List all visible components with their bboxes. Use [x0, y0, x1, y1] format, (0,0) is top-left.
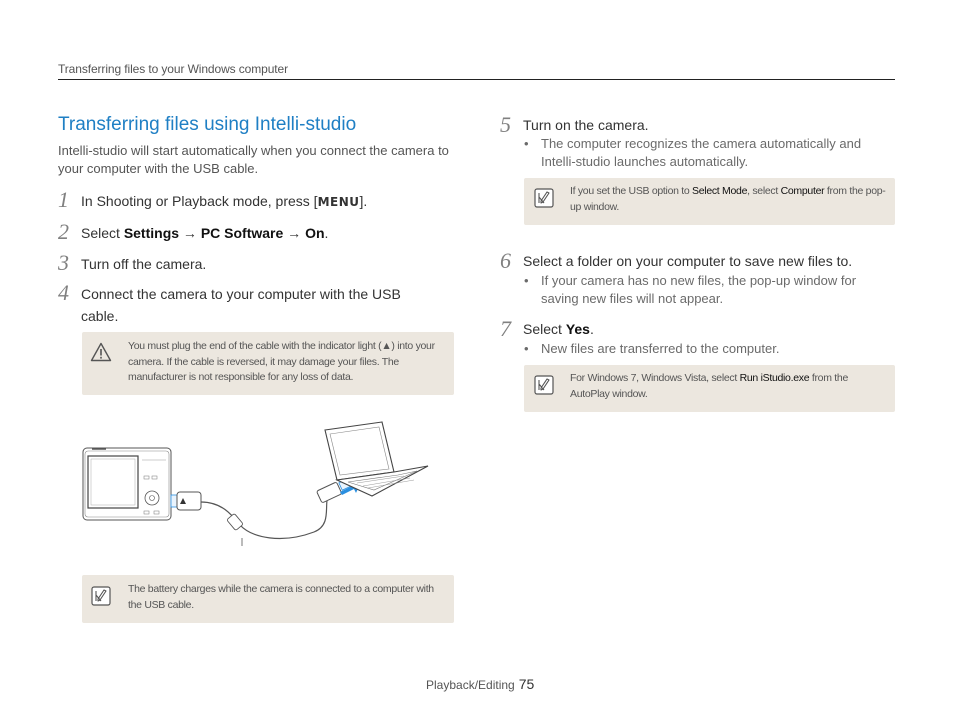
step-7: [500, 316, 594, 341]
step-text: Connect the camera to your computer with the USB cable.: [81, 286, 401, 324]
warning-text: You must plug the end of the cable with the indicator light (▲) into your camera. If the cable is reversed, it may damage your files. The manufacturer is not responsible for any loss of data.: [128, 340, 435, 383]
step-text: Select Yes.: [523, 321, 594, 337]
header-divider: [58, 79, 895, 80]
note-icon: [91, 586, 111, 606]
step-number: 7: [500, 316, 511, 341]
step-4: [58, 280, 438, 327]
step-6: [500, 248, 853, 273]
battery-note: [82, 575, 454, 623]
step-number: 1: [58, 187, 69, 212]
section-title: Transferring files using Intelli-studio: [58, 114, 357, 135]
battery-note-text: The battery charges while the camera is connected to a computer with the USB cable.: [128, 583, 434, 611]
footer-section-label: Playback/Editing: [426, 678, 515, 692]
menu-on: On: [305, 225, 325, 241]
bullet-item: • If your camera has no new files, the pop-up window for saving new files will not appear.: [524, 273, 857, 306]
step-2: [58, 219, 329, 244]
step-text: Turn on the camera.: [523, 117, 649, 133]
bullet-item: • The computer recognizes the camera automatically and Intelli-studio launches automatically.: [524, 136, 862, 169]
note-icon: [534, 375, 554, 395]
note-icon: [534, 188, 554, 208]
step-number: 6: [500, 248, 511, 273]
camera-usb-illustration: [82, 420, 432, 550]
page-footer: [426, 676, 534, 692]
usb-option-note-text: If you set the USB option to Select Mode, select Computer from the pop-up window.: [570, 185, 886, 213]
step-number: 4: [58, 280, 69, 305]
page-header-title: Transferring files to your Windows computer: [58, 62, 289, 76]
bullet-item: • New files are transferred to the computer.: [524, 341, 780, 356]
usb-option-note: [524, 178, 895, 225]
step-text: Turn off the camera.: [81, 256, 207, 272]
windows-note-text: For Windows 7, Windows Vista, select Run iStudio.exe from the AutoPlay window.: [570, 372, 848, 400]
menu-key: MENU: [317, 195, 360, 209]
windows-note: [524, 365, 895, 412]
page-number: 75: [518, 676, 535, 692]
step-number: 3: [58, 250, 69, 275]
menu-settings: Settings: [123, 225, 180, 241]
step-3: [58, 250, 207, 275]
menu-pc-software: PC Software: [200, 225, 284, 241]
step-text: In Shooting or Playback mode, press [MENU].: [81, 193, 368, 209]
option-yes: Yes: [565, 321, 590, 337]
step-number: 5: [500, 112, 511, 137]
step-1: [58, 187, 368, 213]
step-text: Select Settings → PC Software → On.: [81, 225, 329, 241]
section-intro: Intelli-studio will start automatically when you connect the camera to your computer with the USB cable.: [58, 143, 449, 176]
step-text: Select a folder on your computer to save new files to.: [523, 253, 853, 269]
warning-note: [82, 332, 454, 395]
warning-icon: [90, 342, 112, 362]
step-number: 2: [58, 219, 69, 244]
step-5: [500, 112, 649, 137]
